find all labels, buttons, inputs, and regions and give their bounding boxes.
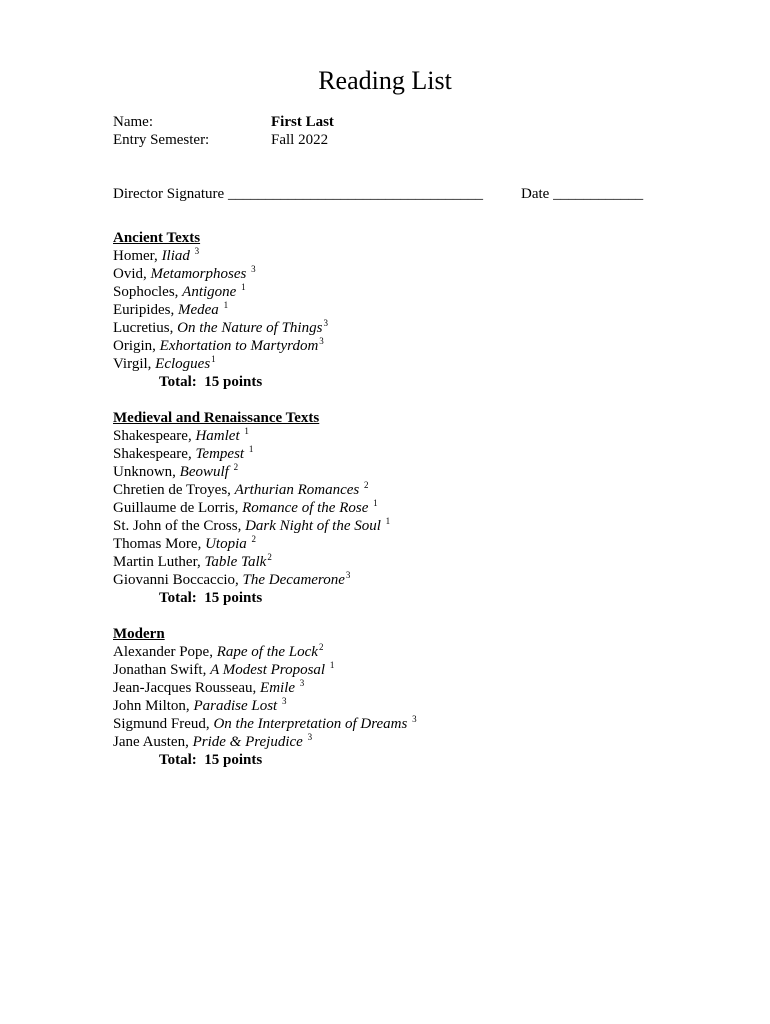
list-item xyxy=(113,643,713,661)
item-author: Jane Austen, xyxy=(113,734,193,750)
item-work-title: Table Talk xyxy=(204,554,267,570)
item-author: Euripides, xyxy=(113,302,178,318)
list-item xyxy=(113,319,713,337)
item-point-note: 1 xyxy=(373,498,378,508)
reading-section xyxy=(113,229,713,391)
item-work-title: Dark Night of the Soul xyxy=(245,518,385,534)
item-work-title: Eclogues xyxy=(155,356,211,372)
item-author: St. John of the Cross, xyxy=(113,518,246,534)
list-item xyxy=(113,661,713,679)
list-item xyxy=(113,283,713,301)
date-line: Date ____________ xyxy=(521,186,644,202)
semester-label: Entry Semester: xyxy=(113,132,210,148)
list-item xyxy=(113,355,713,373)
item-author: John Milton, xyxy=(113,698,194,714)
item-author: Shakespeare, xyxy=(113,428,196,444)
item-work-title: Exhortation to Martyrdom xyxy=(159,338,319,354)
item-work-title: Antigone xyxy=(182,284,241,300)
item-work-title: Romance of the Rose xyxy=(242,500,373,516)
item-author: Giovanni Boccaccio, xyxy=(113,572,243,588)
list-item xyxy=(113,553,713,571)
item-work-title: Utopia xyxy=(205,536,251,552)
item-work-title: Arthurian Romances xyxy=(234,482,363,498)
item-point-note: 1 xyxy=(248,444,254,454)
item-point-note: 3 xyxy=(281,696,287,706)
semester-value: Fall 2022 xyxy=(271,132,329,148)
list-item xyxy=(113,679,713,697)
item-author: Jean-Jacques Rousseau, xyxy=(113,680,261,696)
item-point-note: 1 xyxy=(385,516,391,526)
item-point-note: 1 xyxy=(244,426,249,436)
item-work-title: Tempest xyxy=(195,446,248,462)
item-point-note: 2 xyxy=(364,480,369,490)
list-item xyxy=(113,697,713,715)
item-point-note: 1 xyxy=(211,354,216,364)
item-point-note: 2 xyxy=(318,642,324,652)
list-item xyxy=(113,481,713,499)
item-author: Thomas More, xyxy=(113,536,206,552)
item-author: Shakespeare, xyxy=(113,446,196,462)
section-title: Medieval and Renaissance Texts xyxy=(113,410,320,426)
item-author: Guillaume de Lorris, xyxy=(113,500,243,516)
list-item xyxy=(113,499,713,517)
item-work-title: Pride & Prejudice xyxy=(192,734,307,750)
list-item xyxy=(113,733,713,751)
item-author: Martin Luther, xyxy=(113,554,205,570)
item-author: Unknown, xyxy=(113,464,180,480)
item-point-note: 3 xyxy=(251,264,256,274)
section-total: Total: 15 points xyxy=(159,374,263,390)
item-author: Alexander Pope, xyxy=(113,644,217,660)
item-work-title: Rape of the Lock xyxy=(216,644,318,660)
item-work-title: Beowulf xyxy=(179,464,233,480)
item-point-note: 2 xyxy=(251,534,256,544)
item-point-note: 1 xyxy=(223,300,229,310)
item-point-note: 3 xyxy=(307,732,313,742)
item-work-title: On the Interpretation of Dreams xyxy=(213,716,412,732)
item-point-note: 3 xyxy=(345,570,351,580)
item-author: Jonathan Swift, xyxy=(113,662,211,678)
item-author: Ovid, xyxy=(113,266,151,282)
item-work-title: On the Nature of Things xyxy=(177,320,323,336)
item-work-title: Iliad xyxy=(161,248,194,264)
item-work-title: Paradise Lost xyxy=(193,698,281,714)
item-point-note: 3 xyxy=(323,318,328,328)
section-title: Ancient Texts xyxy=(113,230,201,246)
list-item xyxy=(113,301,713,319)
list-item xyxy=(113,337,713,355)
item-work-title: Hamlet xyxy=(195,428,244,444)
item-point-note: 2 xyxy=(233,462,239,472)
item-work-title: A Modest Proposal xyxy=(210,662,329,678)
item-author: Homer, xyxy=(113,248,162,264)
list-item xyxy=(113,517,713,535)
list-item xyxy=(113,463,713,481)
list-item xyxy=(113,715,713,733)
item-point-note: 3 xyxy=(194,246,200,256)
list-item xyxy=(113,571,713,589)
item-point-note: 3 xyxy=(299,678,305,688)
item-work-title: The Decamerone xyxy=(242,572,345,588)
section-total: Total: 15 points xyxy=(159,752,263,768)
item-author: Virgil, xyxy=(113,356,156,372)
list-item xyxy=(113,265,713,283)
list-item xyxy=(113,247,713,265)
item-author: Origin, xyxy=(113,338,160,354)
item-author: Chretien de Troyes, xyxy=(113,482,235,498)
item-point-note: 3 xyxy=(412,714,417,724)
item-point-note: 1 xyxy=(241,282,246,292)
item-point-note: 3 xyxy=(319,336,324,346)
item-author: Lucretius, xyxy=(113,320,178,336)
item-work-title: Emile xyxy=(260,680,299,696)
director-signature-line: Director Signature __________________________________ xyxy=(113,186,483,202)
reading-sections xyxy=(113,229,713,787)
reading-section xyxy=(113,625,713,769)
list-item xyxy=(113,535,713,553)
page-title: Reading List xyxy=(318,66,452,95)
item-point-note: 2 xyxy=(267,552,272,562)
section-title: Modern xyxy=(113,626,165,642)
section-total: Total: 15 points xyxy=(159,590,263,606)
item-work-title: Medea xyxy=(178,302,223,318)
reading-section xyxy=(113,409,713,607)
list-item xyxy=(113,427,713,445)
list-item xyxy=(113,445,713,463)
item-author: Sigmund Freud, xyxy=(113,716,214,732)
name-value: First Last xyxy=(271,114,334,130)
item-author: Sophocles, xyxy=(113,284,183,300)
item-work-title: Metamorphoses xyxy=(150,266,251,282)
item-point-note: 1 xyxy=(329,660,335,670)
name-label: Name: xyxy=(113,114,153,130)
